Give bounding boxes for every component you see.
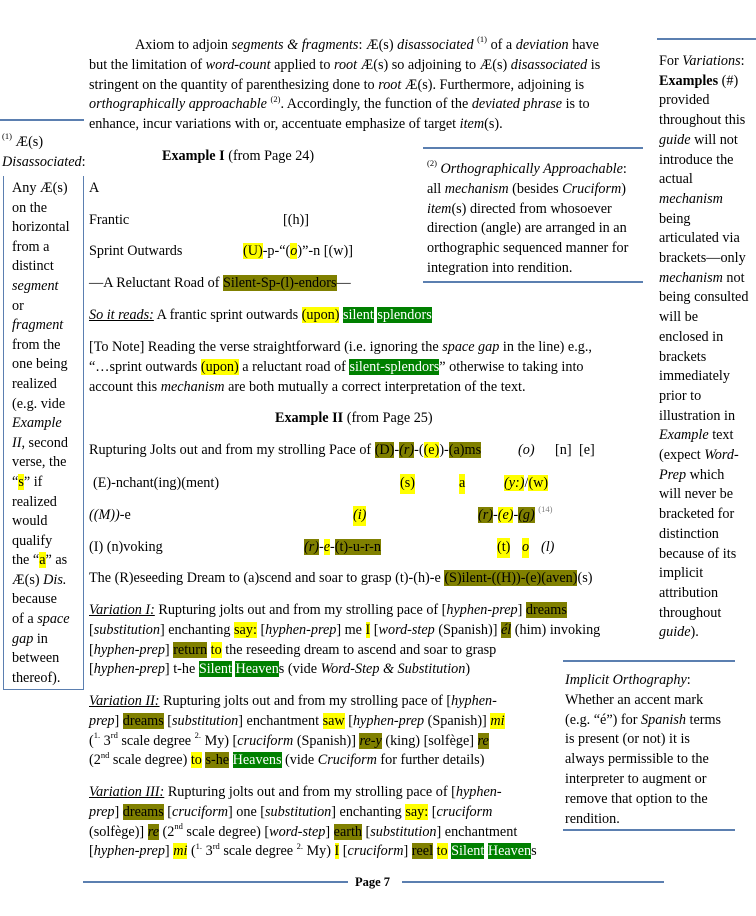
footer-rule-left: [83, 881, 348, 883]
example2-title: Example II (from Page 25): [275, 410, 433, 426]
example1-frantic-h: [(h)]: [283, 212, 309, 228]
example1-sprint-marks: (U)-p-“(o)”-n [(w)]: [243, 243, 353, 259]
orthographic-note: $^{(2)}$ Orthographically Approachable: all mechanism (besides Cruciform) item(s) directed from whosoever direction (angle) are arranged in an orthographic sequenced manner for integration into rendition.: [427, 158, 629, 276]
example2-row1-o: (o): [518, 442, 535, 458]
footer-rule-right: [402, 881, 664, 883]
intro-paragraph: Axiom to adjoin segments & fragments: Æ(s) disassociated $^{(1)}$ of a deviation have but the limitation of word-count applied to root Æ(s) so adjoining to Æ(s) disassociated is stringent on the quantity of parenthesizing done to root Æ(s). Furthermore, adjoining is orthographically approachable $^{(2)}$. Accordingly, the function of the deviated phrase is to enhance, incur variations with or, accentuate emphasize of target item(s).: [89, 34, 601, 133]
example2-row4-l: (l): [541, 539, 555, 555]
example1-to-note: [To Note] Reading the verse straightforward (i.e. ignoring the space gap in the line) e.g., “…sprint outwards (upon) a reluctant road of silent-splendors” otherwise to taking into account this mechanism are both mutually a correct interpretation of the text.: [89, 339, 592, 395]
variation-2: Variation II: Rupturing jolts out and from my strolling pace of [hyphen- prep] dreams [substitution] enchantment saw [hyphen-prep (Spanish)] mi ($^{1.}$ 3rd scale degree $^{2.}$ My) [cruciform (Spanish)] re-y (king) [solfège] re (2nd scale degree) to s-he Heavens (vide Cruciform for further details): [89, 693, 505, 769]
example2-row4: (I) (n)voking: [89, 539, 163, 555]
example2-row3-i: (i): [353, 506, 366, 526]
example2-row2: (E)-nchant(ing)(ment): [93, 475, 220, 491]
example2-row4-o: o: [522, 538, 529, 558]
example2-row1: Rupturing Jolts out and from my strolling Pace of (D)-(r)-((e))-(a)ms: [89, 442, 482, 458]
example2-row1-n: [n]: [555, 442, 572, 458]
example2-row4-t: (t): [497, 538, 510, 558]
left-note-top-rule: [0, 119, 84, 121]
example1-line-a: A: [89, 180, 100, 196]
example1-so-it-reads: So it reads: A frantic sprint outwards (upon) silent splendors: [89, 307, 432, 323]
implicit-orthography-note: Implicit Orthography: Whether an accent mark (e.g. “é”) for Spanish terms is present (or not) it is always permissible to the interpreter to augment or remove that option to the rendition.: [565, 672, 722, 827]
left-note-border-left: [3, 176, 4, 690]
left-note-bottom-rule: [3, 689, 84, 690]
left-note-body: Any Æ(s) on the horizontal from a distinct segment or fragment from the one being realized (e.g. vide Example II, second verse, the “s” if realized would qualify the “a” as Æ(s) Dis. because of a space gap in between thereof).: [12, 180, 70, 686]
example2-row2-s: (s): [400, 474, 415, 494]
mid-note-bottom-rule: [423, 281, 643, 283]
left-note-border-right: [83, 176, 84, 690]
example1-line-frantic: Frantic: [89, 212, 130, 228]
example1-line-road: —A Reluctant Road of Silent-Sp-(l)-endors—: [89, 275, 351, 291]
mid-note-top-rule: [423, 147, 643, 149]
example2-row2-a: a: [459, 474, 465, 494]
example2-row3: ((M))-e: [89, 507, 131, 523]
example2-row5: The (R)eseeding Dream to (a)scend and soar to grasp (t)-(h)-e (S)ilent-((H))-(e)(aven)(s): [89, 570, 593, 586]
variations-note: For Variations: Examples (#) provided throughout this guide will not introduce the actual mechanism being articulated via brackets—only mechanism not being consulted will be enclosed in brackets immediately prior to illustration in Example text (expect Word- Prep which will never be bracketed for distinction because of its implicit attribution throughout guide).: [659, 53, 749, 641]
example2-row1-e: [e]: [579, 442, 595, 458]
example1-title: Example I (from Page 24): [162, 148, 315, 164]
top-right-rule: [657, 38, 756, 40]
page-number: Page 7: [355, 875, 391, 889]
example2-row4-marks: (r)-e-(t)-u-r-n: [304, 539, 381, 555]
example2-row2-yw: (y:)/(w): [504, 475, 549, 491]
variation-3: Variation III: Rupturing jolts out and from my strolling pace of [hyphen- prep] dreams [cruciform] one [substitution] enchanting say: [cruciform (solfège)] re (2nd scale degree) [word-step] earth [substitution] enchantment [hyphen-prep] mi ($^{1.}$ 3rd scale degree $^{2.}$ My) I [cruciform] reel to Silent Heavens: [89, 784, 537, 860]
example1-line-sprint: Sprint Outwards: [89, 243, 183, 259]
left-note-heading: $^{(1)}$ Æ(s) Disassociated:: [2, 131, 86, 170]
variation-1: Variation I: Rupturing jolts out and from my strolling pace of [hyphen-prep] dreams [substitution] enchanting say: [hyphen-prep] me I [word-step (Spanish)] él (him) invoking [hyphen-prep] return to the reseeding dream to ascend and soar to grasp [hyphen-prep] t-he Silent Heavens (vide Word-Step & Substitution): [89, 602, 601, 678]
example2-row3-reg: (r)-(e)-(g) $^{(14)}$: [478, 504, 553, 523]
